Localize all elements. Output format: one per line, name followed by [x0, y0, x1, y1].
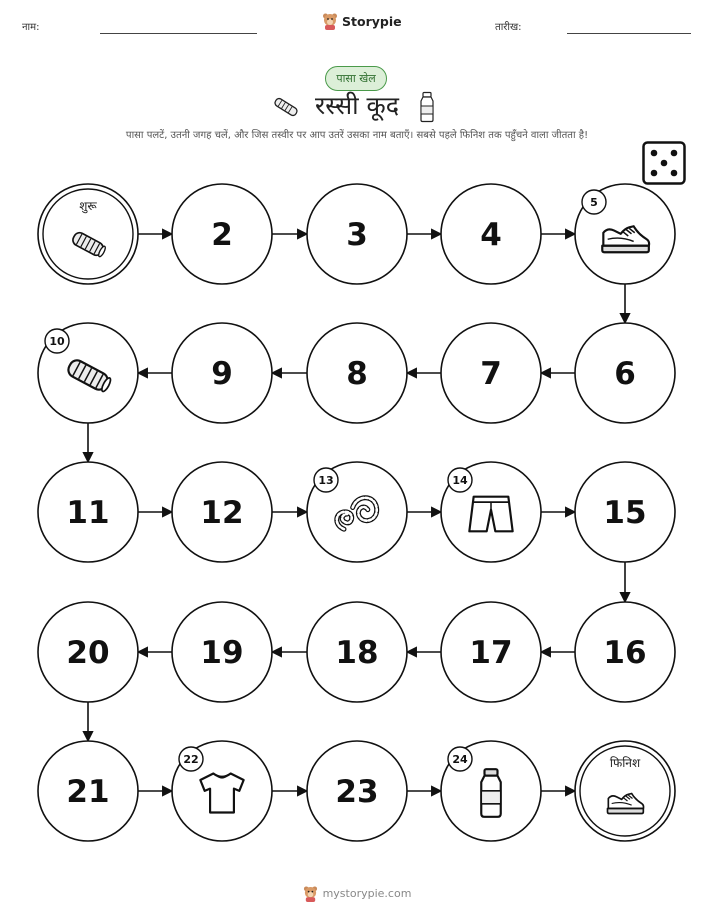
- board-cell: [172, 741, 272, 841]
- cell-badge-number: 14: [452, 474, 468, 487]
- cell-badge-number: 13: [318, 474, 334, 487]
- board-cell: [441, 602, 541, 702]
- cell-label: फिनिश: [609, 756, 641, 770]
- cell-label: शुरू: [79, 199, 97, 213]
- board-cell: [172, 462, 272, 562]
- cell-number: 11: [66, 495, 110, 531]
- cell-number: 18: [335, 635, 379, 671]
- cell-number: 23: [335, 774, 379, 810]
- board-cell: [575, 323, 675, 423]
- board-cell: [38, 741, 138, 841]
- board-cell: [307, 741, 407, 841]
- logo-text: Storypie: [342, 13, 402, 29]
- instructions: पासा पलटें, उतनी जगह चलें, और जिस तस्वीर पर आप उतरें उसका नाम बताएँ। सबसे पहले फिनिश तक पहुँचने वाला जीतता है!: [125, 130, 589, 141]
- cell-badge-number: 22: [183, 753, 199, 766]
- cell-number: 6: [614, 356, 636, 392]
- cell-badge-number: 5: [590, 196, 598, 209]
- board-cells: [38, 184, 675, 841]
- board-cell: [172, 602, 272, 702]
- board-cell: [38, 323, 138, 423]
- cell-number: 9: [211, 356, 233, 392]
- bottle-icon: [481, 769, 501, 817]
- board-cell: [307, 184, 407, 284]
- cell-number: 4: [480, 217, 502, 253]
- board-cell: [307, 462, 407, 562]
- board-cell: [575, 462, 675, 562]
- board-cell: [575, 184, 675, 284]
- cell-badge-number: 10: [49, 335, 65, 348]
- name-label: नाम:: [22, 22, 40, 33]
- finish-cell: [575, 741, 675, 841]
- board-cell: [441, 462, 541, 562]
- board-cell: [441, 741, 541, 841]
- board-cell: [172, 184, 272, 284]
- board-cell: [441, 184, 541, 284]
- cell-badge-number: 24: [452, 753, 468, 766]
- board-cell: [307, 323, 407, 423]
- board-cell: [307, 602, 407, 702]
- footer: [0, 885, 714, 902]
- page-title: रस्सी कूद: [315, 91, 399, 120]
- cell-number: 19: [200, 635, 244, 671]
- cell-number: 17: [469, 635, 513, 671]
- bear-logo-icon: [303, 885, 318, 902]
- board-cell: [172, 323, 272, 423]
- board-cell: [575, 602, 675, 702]
- board-cell: [441, 323, 541, 423]
- cell-number: 7: [480, 356, 502, 392]
- cell-number: 2: [211, 217, 233, 253]
- cell-number: 16: [603, 635, 647, 671]
- cell-number: 15: [603, 495, 647, 531]
- cell-number: 8: [346, 356, 368, 392]
- cell-number: 21: [66, 774, 110, 810]
- board-cell: [38, 602, 138, 702]
- date-label: तारीख:: [495, 22, 522, 33]
- game-tag: पासा खेल: [325, 66, 387, 91]
- board-cell: [38, 462, 138, 562]
- cell-number: 3: [346, 217, 368, 253]
- cell-number: 12: [200, 495, 244, 531]
- footer-site: mystorypie.com: [322, 887, 412, 900]
- cell-number: 20: [66, 635, 110, 671]
- start-cell: [38, 184, 138, 284]
